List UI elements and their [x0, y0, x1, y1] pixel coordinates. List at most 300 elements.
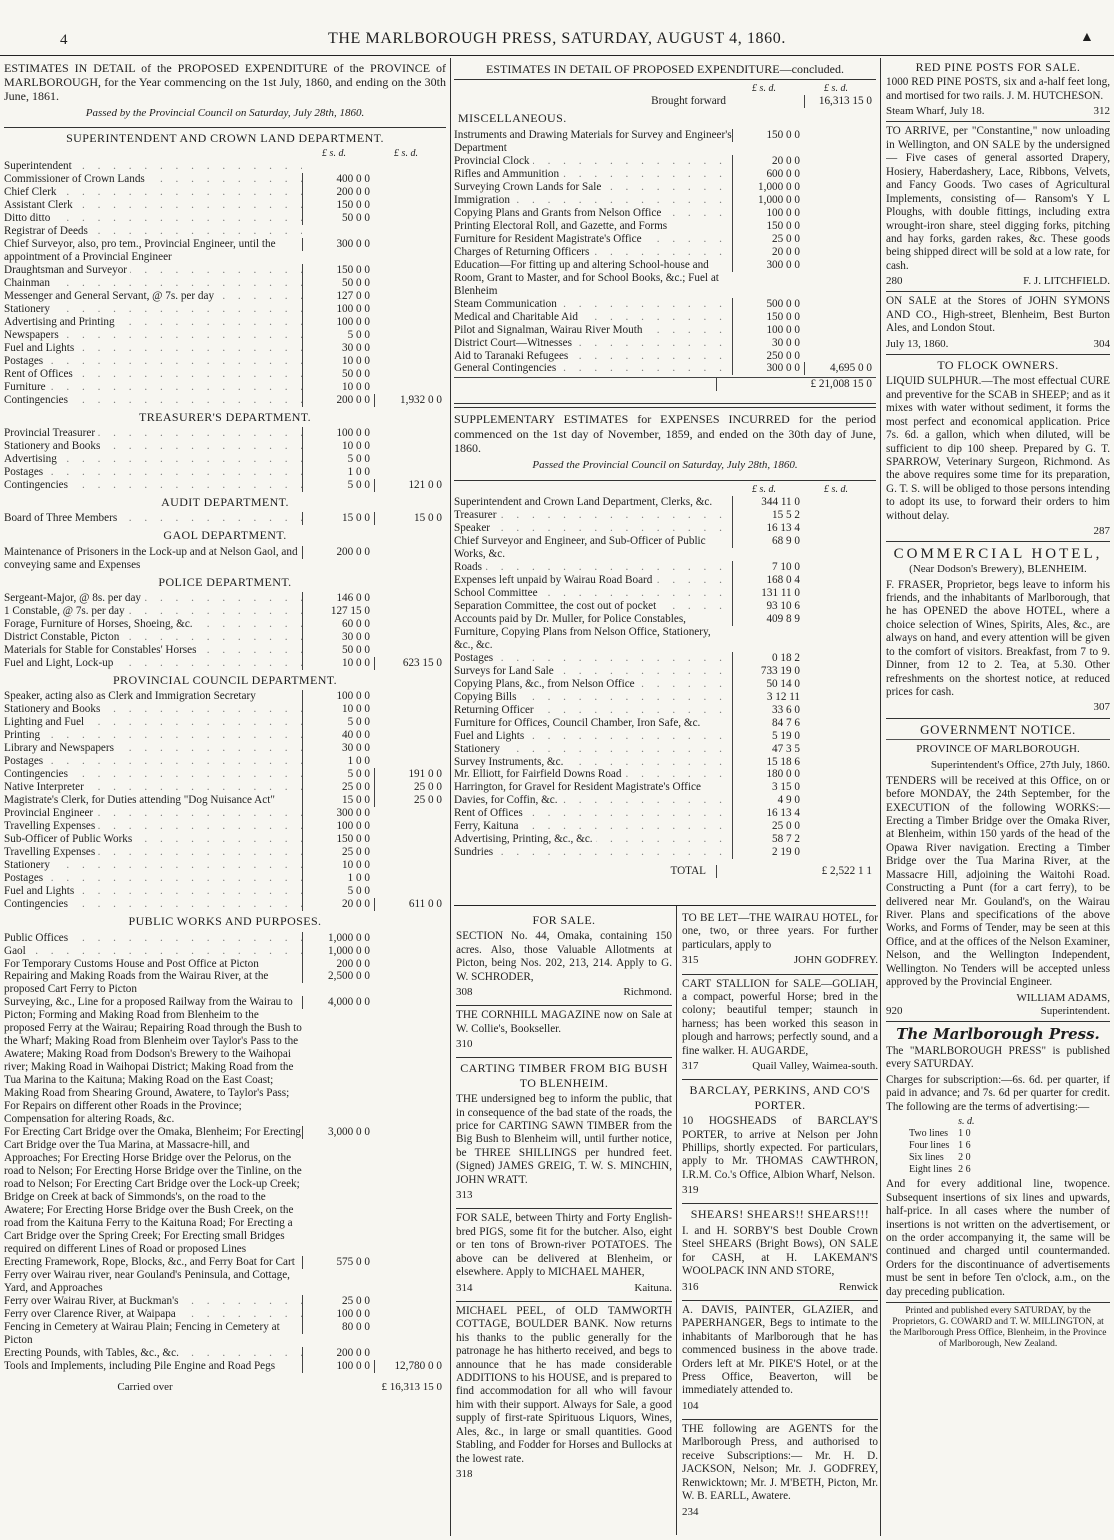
estimate-label: [454, 691, 732, 704]
estimate-label: [4, 592, 302, 605]
estimate-label: [4, 605, 302, 618]
estimate-label-text: Furniture for Resident Magistrate's Office: [454, 233, 645, 245]
concluded-title: ESTIMATES IN DETAIL OF PROPOSED EXPENDITURE—concluded.: [486, 62, 844, 76]
advertising-terms-table: [906, 1116, 977, 1176]
ad-body: MICHAEL PEEL, of OLD TAMWORTH COTTAGE, BOULDER BANK. Now returns his thanks to the public generally for the patronage he has hitherto received, and begs to announce that he has made considerable ADDITIONS to his HOUSE, and is prepared to find accommodation for all who will favour him with their support. Always for Sale, a good supply of first-rate Spirituous Liquors, Wines, Ales, &c., in large or small quantities. Good Stabling, and Fodder for Horses and Bullocks at the lowest rate.: [456, 1304, 672, 1465]
misc-heading: MISCELLANEOUS.: [458, 111, 567, 126]
estimate-label: [454, 324, 732, 337]
estimate-row: [4, 958, 446, 971]
estimate-label: [454, 665, 732, 678]
estimate-label: [454, 820, 732, 833]
estimate-row: [4, 657, 446, 670]
ad-serial: 318: [456, 1468, 473, 1481]
estimate-label-text: Harrington, for Gravel for Resident Magistrate's Office: [454, 781, 704, 793]
estimate-row: [4, 238, 446, 264]
estimate-label: [4, 290, 302, 303]
estimate-row: [454, 794, 876, 807]
ad-serial: 310: [456, 1038, 473, 1051]
estimate-label-text: Advertising: [4, 453, 60, 465]
estimate-label: [454, 207, 732, 220]
arrive-footer: [886, 275, 1110, 288]
estimate-label: [4, 1308, 302, 1321]
estimate-label: [4, 932, 302, 945]
advertisement: [456, 1305, 672, 1481]
estimate-label: [454, 350, 732, 363]
estimate-label: [4, 173, 302, 186]
estimate-label-text: For Erecting Cart Bridge over the Omaka, Blenheim; For Erecting Cart Bridge over the Tua Marina, at Massacre-hill, and Approaches; For Erecting Horse Bridge over the Pelorus, on the road to Nelson; For Erecting Horse Bridge over the Tinline, on the road to Nelson; For Erecting Cart Bridge over the Lock-up Creek; Bridge on Creek at back of Simmonds's, on the road to the Awatere; For Erecting Horse Bridge over the Bush Creek, on the road from the Kaituna Ferry to the Kaituna Road; For Erecting a Cart Bridge over the Spring Creek; For Erecting small Bridges required on different Lines of Road or proposed Lines: [4, 1126, 302, 1256]
lsd-header: £ s. d. £ s. d.: [752, 483, 848, 495]
estimate-row: [4, 768, 446, 781]
estimate-label-text: Fencing in Cemetery at Wairau Plain; Fencing in Cemetery at Picton: [4, 1321, 280, 1347]
estimate-label: [4, 970, 302, 996]
estimate-row: [454, 220, 876, 233]
estimate-row: [4, 807, 446, 820]
estimate-amount: 600 0 0: [732, 168, 804, 181]
estimate-row: [4, 618, 446, 631]
estimate-label-text: Surveys for Land Sale: [454, 665, 557, 677]
estimate-amount: 1,000 0 0: [732, 181, 804, 194]
brought-forward-amount: 16,313 15 0: [804, 95, 876, 108]
ad-divider: [682, 974, 878, 975]
estimate-row: [454, 691, 876, 704]
estimate-row: [4, 173, 446, 186]
estimate-label: [454, 678, 732, 691]
estimate-amount: 15 0 0: [302, 512, 374, 525]
ad-body: CART STALLION for SALE—GOLIAH, a compact, powerful Horse; bred in the colony; beautiful temper; staunch in harness; has been worked this season in plough and harrows; perfectly sound, and a fine walker. H. AUGARDE,: [682, 977, 878, 1057]
estimate-label: [454, 129, 732, 155]
estimate-row: [454, 743, 876, 756]
estimate-label-text: Aid to Taranaki Refugees: [454, 350, 571, 362]
estimate-label-text: School Committee: [454, 587, 541, 599]
estimate-label-text: Rifles and Ammunition: [454, 168, 562, 180]
advertisement: [682, 978, 878, 1074]
estimate-amount: 93 10 6: [732, 600, 804, 613]
estimate-label-text: Provincial Clock: [454, 155, 533, 167]
estimate-label-text: Advertising and Printing: [4, 316, 118, 328]
estimate-label-text: Roads: [454, 561, 485, 573]
estimate-amount: 25 0 0: [302, 781, 374, 794]
estimates-title: ESTIMATES IN DETAIL of the PROPOSED EXPENDITURE of the PROVINCE of MARLBOROUGH, for the Year commencing on the 1st July, 1860, and ending on the 30th June, 1861.: [4, 62, 446, 103]
supp-table: [454, 496, 876, 860]
estimate-label: [4, 381, 302, 394]
estimate-label-text: District Court—Witnesses: [454, 337, 575, 349]
estimate-label-text: Copying Plans, &c., from Nelson Office: [454, 678, 638, 690]
estimate-amount: 30 0 0: [302, 742, 374, 755]
estimate-label-text: Sundries: [454, 846, 496, 858]
estimate-row: [4, 859, 446, 872]
estimate-row: [4, 394, 446, 407]
estimate-row: [454, 768, 876, 781]
estimate-label: [454, 587, 732, 600]
estimate-row: [4, 1256, 446, 1295]
estimate-label-text: Ferry over Wairau River, at Buckman's: [4, 1295, 181, 1307]
estimate-label: [454, 311, 732, 324]
estimate-label-text: Speaker: [454, 522, 493, 534]
estimate-amount: 300 0 0: [302, 807, 374, 820]
estimates-passed-note: Passed by the Provincial Council on Saturday, July 28th, 1860.: [85, 107, 365, 120]
estimate-row: [454, 846, 876, 859]
estimate-amount: 1,000 0 0: [732, 194, 804, 207]
estimate-row: [4, 820, 446, 833]
estimate-label: [4, 958, 302, 971]
estimate-amount: 5 19 0: [732, 730, 804, 743]
estimate-label: [454, 781, 732, 794]
estimate-label-text: Mr. Elliott, for Fairfield Downs Road: [454, 768, 624, 780]
estimate-row: [4, 644, 446, 657]
estimate-amount: 50 0 0: [302, 644, 374, 657]
ad-body: THE undersigned beg to inform the public, that in consequence of the bad state of the roads, the price for CARTING SAWN TIMBER from the Big Bush to Blenheim will, until further notice, be THREE SHILLINGS per hundred feet. (Signed) JAMES GREIG, T. W. S. MINCHIN, JOHN WRATT.: [456, 1093, 672, 1186]
estimate-label: [4, 160, 302, 173]
flock-footer: [886, 525, 1110, 538]
estimate-row: [4, 512, 446, 525]
estimate-amount: 150 0 0: [302, 199, 374, 212]
estimate-label: [4, 355, 302, 368]
estimate-amount: 2,500 0 0: [302, 970, 374, 983]
estimate-amount: 150 0 0: [302, 264, 374, 277]
brought-forward-row: [454, 95, 876, 108]
estimate-label: [4, 729, 302, 742]
estimate-row: [454, 820, 876, 833]
estimate-row: [4, 716, 446, 729]
estimate-amount: 25 0 0: [732, 820, 804, 833]
estimate-label: [4, 1347, 302, 1360]
ad-serial: 319: [682, 1184, 699, 1197]
estimate-label: [454, 717, 732, 730]
gov-title: Superintendent.: [1040, 1004, 1110, 1017]
terms-price: 1 6: [958, 1140, 971, 1152]
estimate-amount: 40 0 0: [302, 729, 374, 742]
estimate-amount: 733 19 0: [732, 665, 804, 678]
estimate-label: [4, 703, 302, 716]
ad-place: Richmond.: [623, 986, 672, 999]
estimate-label: [4, 453, 302, 466]
estimate-row: [454, 561, 876, 574]
ad-divider: [456, 1301, 672, 1302]
ad-divider: [456, 1208, 672, 1209]
estimate-amount: 500 0 0: [732, 298, 804, 311]
estimate-label-text: Tools and Implements, including Pile Engine and Road Pegs: [4, 1360, 278, 1372]
gov-serial: 920: [886, 1004, 903, 1017]
estimate-label-text: Accounts paid by Dr. Muller, for Police Constables, Furniture, Copying Plans from Nelson Office, Stationery, &c., &c.: [454, 612, 711, 651]
estimate-amount: 84 7 6: [732, 717, 804, 730]
estimate-amount: 200 0 0: [302, 1347, 374, 1360]
estimate-label: [454, 704, 732, 717]
estimate-label-text: Stationery: [4, 303, 53, 315]
estimate-label: [4, 342, 302, 355]
estimate-amount: 20 0 0: [302, 898, 374, 911]
estimate-amount: 300 0 0: [732, 362, 804, 375]
ad-place: Renwick: [838, 1280, 878, 1293]
symons-serial: 304: [1093, 337, 1110, 350]
posts-ad: 1000 RED PINE POSTS, six and a-half feet long, and mortised for two rails. J. M. HUTCHESON.: [886, 76, 1110, 102]
estimate-label-text: District Constable, Picton: [4, 631, 122, 643]
estimate-label: [454, 768, 732, 781]
estimate-total: 611 0 0: [374, 898, 446, 911]
estimate-label-text: Board of Three Members: [4, 512, 120, 524]
estimate-label: [454, 181, 732, 194]
estimate-label: [454, 574, 732, 587]
terms-row: [906, 1128, 977, 1140]
ad-footer: [456, 1282, 672, 1295]
ad-heading: SHEARS! SHEARS!! SHEARS!!!: [690, 1207, 870, 1222]
estimate-label: [4, 440, 302, 453]
ad-serial: 316: [682, 1280, 699, 1293]
estimate-row: [4, 453, 446, 466]
estimate-row: [454, 600, 876, 613]
estimate-row: [4, 690, 446, 703]
estimate-label: [4, 996, 302, 1126]
estimate-label-text: Chainman: [4, 277, 53, 289]
estimate-label-text: Provincial Engineer: [4, 807, 96, 819]
estimate-amount: 4 9 0: [732, 794, 804, 807]
misc-table: [454, 129, 876, 376]
estimate-amount: 146 0 0: [302, 592, 374, 605]
estimate-row: [4, 342, 446, 355]
estimate-label-text: Returning Officer: [454, 704, 537, 716]
estimate-label-text: Contingencies: [4, 898, 71, 910]
estimate-row: [4, 1126, 446, 1256]
estimate-label-text: Contingencies: [4, 394, 71, 406]
ad-footer: [682, 954, 878, 967]
terms-price: 2 0: [958, 1152, 971, 1164]
estimate-row: [454, 704, 876, 717]
ad-footer: [456, 1189, 672, 1202]
estimate-amount: 30 0 0: [302, 631, 374, 644]
lsd-header: £ s. d. £ s. d.: [752, 83, 848, 95]
estimate-label-text: Treasurer: [454, 509, 499, 521]
estimate-row: [4, 381, 446, 394]
estimate-label: [454, 259, 732, 298]
estimate-label: [4, 225, 302, 238]
estimate-row: [4, 427, 446, 440]
estimate-amount: 150 0 0: [732, 129, 804, 142]
estimate-total: 15 0 0: [374, 512, 446, 525]
estimate-label-text: Advertising, Printing, &c., &c.: [454, 833, 596, 845]
estimate-row: [4, 440, 446, 453]
terms-price: 2 6: [958, 1164, 971, 1176]
column-divider: [450, 58, 451, 1536]
estimate-label: [454, 155, 732, 168]
press-publication-note: The "MARLBOROUGH PRESS" is published every SATURDAY.: [886, 1045, 1110, 1071]
estimate-row: [4, 703, 446, 716]
estimate-row: [454, 522, 876, 535]
estimate-label: [4, 755, 302, 768]
estimate-label-text: Furniture: [4, 381, 49, 393]
estimate-row: [4, 898, 446, 911]
terms-price: 1 0: [958, 1128, 971, 1140]
ad-heading: BARCLAY, PERKINS, AND CO'S PORTER.: [689, 1083, 871, 1112]
estimate-label: [4, 186, 302, 199]
estimate-label-text: Provincial Treasurer: [4, 427, 98, 439]
estimate-amount: 5 0 0: [302, 479, 374, 492]
estimate-row: [454, 311, 876, 324]
estimate-label-text: For Temporary Customs House and Post Office at Picton: [4, 958, 262, 970]
estimate-label-text: Materials for Stable for Constables' Horses: [4, 644, 199, 656]
terms-row: [906, 1152, 977, 1164]
estimate-row: [4, 781, 446, 794]
estimate-label: [454, 833, 732, 846]
estimate-label: [454, 220, 732, 233]
ad-footer: [456, 986, 672, 999]
estimate-label-text: Rent of Offices: [454, 807, 526, 819]
hotel-subheading: (Near Dodson's Brewery), BLENHEIM.: [909, 563, 1087, 576]
estimate-amount: 10 0 0: [302, 859, 374, 872]
estimate-amount: 2 19 0: [732, 846, 804, 859]
estimate-amount: 50 0 0: [302, 368, 374, 381]
estimate-label-text: Chief Surveyor, also, pro tem., Provincial Engineer, until the appointment of a Provincial Engineer: [4, 237, 276, 263]
estimate-label: [4, 768, 302, 781]
estimate-amount: 15 18 6: [732, 756, 804, 769]
page-number: 4: [60, 32, 68, 48]
estimate-label-text: Lighting and Fuel: [4, 716, 87, 728]
estimate-amount: 10 0 0: [302, 381, 374, 394]
ads-left-column: [456, 910, 672, 1536]
estimate-row: [4, 368, 446, 381]
estimate-label: [4, 631, 302, 644]
estimate-amount: 131 11 0: [732, 587, 804, 600]
estimate-label: [4, 742, 302, 755]
corner-mark-icon: ▲: [1080, 30, 1094, 45]
advertisement: [456, 913, 672, 999]
estimate-amount: 300 0 0: [732, 259, 804, 272]
column-divider: [880, 58, 881, 1536]
estimate-amount: 100 0 0: [302, 1308, 374, 1321]
estimate-label-text: Forage, Furniture of Horses, Shoeing, &c.: [4, 618, 196, 630]
gov-signature: WILLIAM ADAMS,: [1016, 991, 1110, 1004]
arrive-signature: F. J. LITCHFIELD.: [1023, 275, 1110, 288]
estimate-amount: 200 0 0: [302, 186, 374, 199]
estimate-row: [4, 1308, 446, 1321]
estimate-label: [4, 1256, 302, 1295]
brought-forward-label: Brought forward: [651, 95, 726, 108]
estimate-label: [454, 846, 732, 859]
estimate-amount: 5 0 0: [302, 329, 374, 342]
ad-serial: 308: [456, 986, 473, 999]
estimate-label-text: Chief Clerk: [4, 186, 60, 198]
estimate-row: [454, 298, 876, 311]
estimate-label-text: Postages: [454, 652, 496, 664]
estimate-amount: 100 0 0: [302, 316, 374, 329]
estimate-label-text: Travelling Expenses: [4, 846, 98, 858]
estimate-label-text: Native Interpreter: [4, 781, 87, 793]
lsd-header: £ s. d. £ s. d.: [322, 147, 418, 159]
page-header: [0, 0, 1114, 58]
estimate-label-text: Contingencies: [4, 768, 71, 780]
estimate-amount: 5 0 0: [302, 453, 374, 466]
supp-title: SUPPLEMENTARY ESTIMATES for EXPENSES INCURRED for the period commenced on the 1st day of November, 1859, and ended on the 30th day of June, 1860.: [454, 412, 876, 456]
estimate-amount: 3 12 11: [732, 691, 804, 704]
supp-total-label: TOTAL: [670, 865, 706, 878]
estimate-row: [454, 207, 876, 220]
posts-place: Steam Wharf, July 18.: [886, 105, 985, 118]
estimate-row: [454, 129, 876, 155]
estimate-amount: 200 0 0: [302, 958, 374, 971]
estimate-label-text: Stationery and Books: [4, 440, 103, 452]
ad-place: Quail Valley, Waimea-south.: [752, 1060, 878, 1073]
estimate-label: [4, 212, 302, 225]
estimate-label: [4, 368, 302, 381]
estimate-amount: 200 0 0: [302, 546, 374, 559]
advertisement: [682, 1083, 878, 1197]
estimate-label: [454, 168, 732, 181]
estimate-label: [454, 509, 732, 522]
estimate-label-text: 1 Constable, @ 7s. per day: [4, 605, 128, 617]
estimate-amount: 344 11 0: [732, 496, 804, 509]
estimate-label-text: Chief Surveyor and Engineer, and Sub-Officer of Public Works, &c.: [454, 534, 706, 560]
estimate-label: [454, 522, 732, 535]
estimate-row: [4, 466, 446, 479]
estimate-amount: 127 0 0: [302, 290, 374, 303]
ad-body: I. and H. SORBY'S best Double Crown Steel SHEARS (Bright Bows), ON SALE for CASH, at H. LAKEMAN'S WOOLPACK INN AND STORE,: [682, 1224, 878, 1278]
estimate-amount: 3 15 0: [732, 781, 804, 794]
estimate-row: [454, 362, 876, 375]
estimate-total: 4,695 0 0: [804, 362, 876, 375]
estimate-row: [454, 574, 876, 587]
hotel-heading: COMMERCIAL HOTEL,: [893, 546, 1103, 563]
estimate-label-text: Charges of Returning Officers: [454, 246, 592, 258]
terms-lines: Six lines: [909, 1152, 944, 1164]
estimate-amount: 30 0 0: [732, 337, 804, 350]
estimate-amount: 58 7 2: [732, 833, 804, 846]
estimate-amount: 10 0 0: [302, 703, 374, 716]
estimate-row: [454, 155, 876, 168]
estimate-label-text: Commissioner of Crown Lands: [4, 173, 148, 185]
estimate-amount: 5 0 0: [302, 768, 374, 781]
estimate-total: 623 15 0: [374, 657, 446, 670]
estimate-label-text: Postages: [4, 466, 46, 478]
estimate-label-text: Education—For fitting up and altering School-house and Room, Grant to Master, and for School Books, &c.; Fuel at Blenheim: [454, 258, 719, 297]
estimate-row: [4, 794, 446, 807]
estimate-label-text: Superintendent and Crown Land Department, Clerks, &c.: [454, 496, 715, 508]
estimate-label-text: Maintenance of Prisoners in the Lock-up and at Nelson Gaol, and conveying same and Expenses: [4, 545, 298, 571]
estimate-label-text: Postages: [4, 355, 46, 367]
estimate-label-text: Repairing and Making Roads from the Wairau River, at the proposed Cart Ferry to Picton: [4, 970, 269, 996]
estimate-label-text: Superintendent: [4, 160, 75, 172]
estimate-amount: 25 0 0: [302, 846, 374, 859]
estimate-label: [454, 561, 732, 574]
advertisement: [456, 1061, 672, 1202]
estimate-amount: 100 0 0: [732, 207, 804, 220]
estimate-row: [4, 996, 446, 1126]
estimate-label-text: Immigration: [454, 194, 513, 206]
posts-heading: RED PINE POSTS FOR SALE.: [915, 60, 1081, 74]
estimate-label-text: Stationery: [4, 859, 53, 871]
terms-lines: Eight lines: [909, 1164, 953, 1176]
estimate-amount: 30 0 0: [302, 342, 374, 355]
carried-over-row: [4, 1381, 446, 1394]
estimate-amount: 20 0 0: [732, 246, 804, 259]
estimate-amount: 80 0 0: [302, 1321, 374, 1334]
gov-notice-heading: GOVERNMENT NOTICE.: [886, 722, 1110, 741]
estimate-label: [4, 657, 302, 670]
ad-divider: [682, 1419, 878, 1420]
estimate-label-text: Erecting Framework, Rope, Blocks, &c., and Ferry Boat for Cart Ferry over Wairau river, near Gouland's Peninsula, and Cottage, Yard, and Approaches: [4, 1256, 295, 1295]
estimate-total: 25 0 0: [374, 794, 446, 807]
ads-middle-column: [682, 910, 878, 1536]
ad-serial: 234: [682, 1505, 699, 1518]
estimate-label: [454, 756, 732, 769]
estimate-label-text: Newspapers: [4, 329, 62, 341]
estimate-label-text: General Contingencies: [454, 362, 559, 374]
section-heading: SUPERINTENDENT AND CROWN LAND DEPARTMENT.: [66, 130, 384, 145]
section-heading: PUBLIC WORKS AND PURPOSES.: [128, 914, 322, 929]
estimate-label-text: Assistant Clerk: [4, 199, 76, 211]
estimate-amount: 3,000 0 0: [302, 1126, 374, 1139]
estimate-row: [4, 303, 446, 316]
ad-serial: 314: [456, 1281, 473, 1294]
estimate-label-text: Ditto ditto: [4, 212, 53, 224]
ad-footer: [456, 1038, 672, 1051]
